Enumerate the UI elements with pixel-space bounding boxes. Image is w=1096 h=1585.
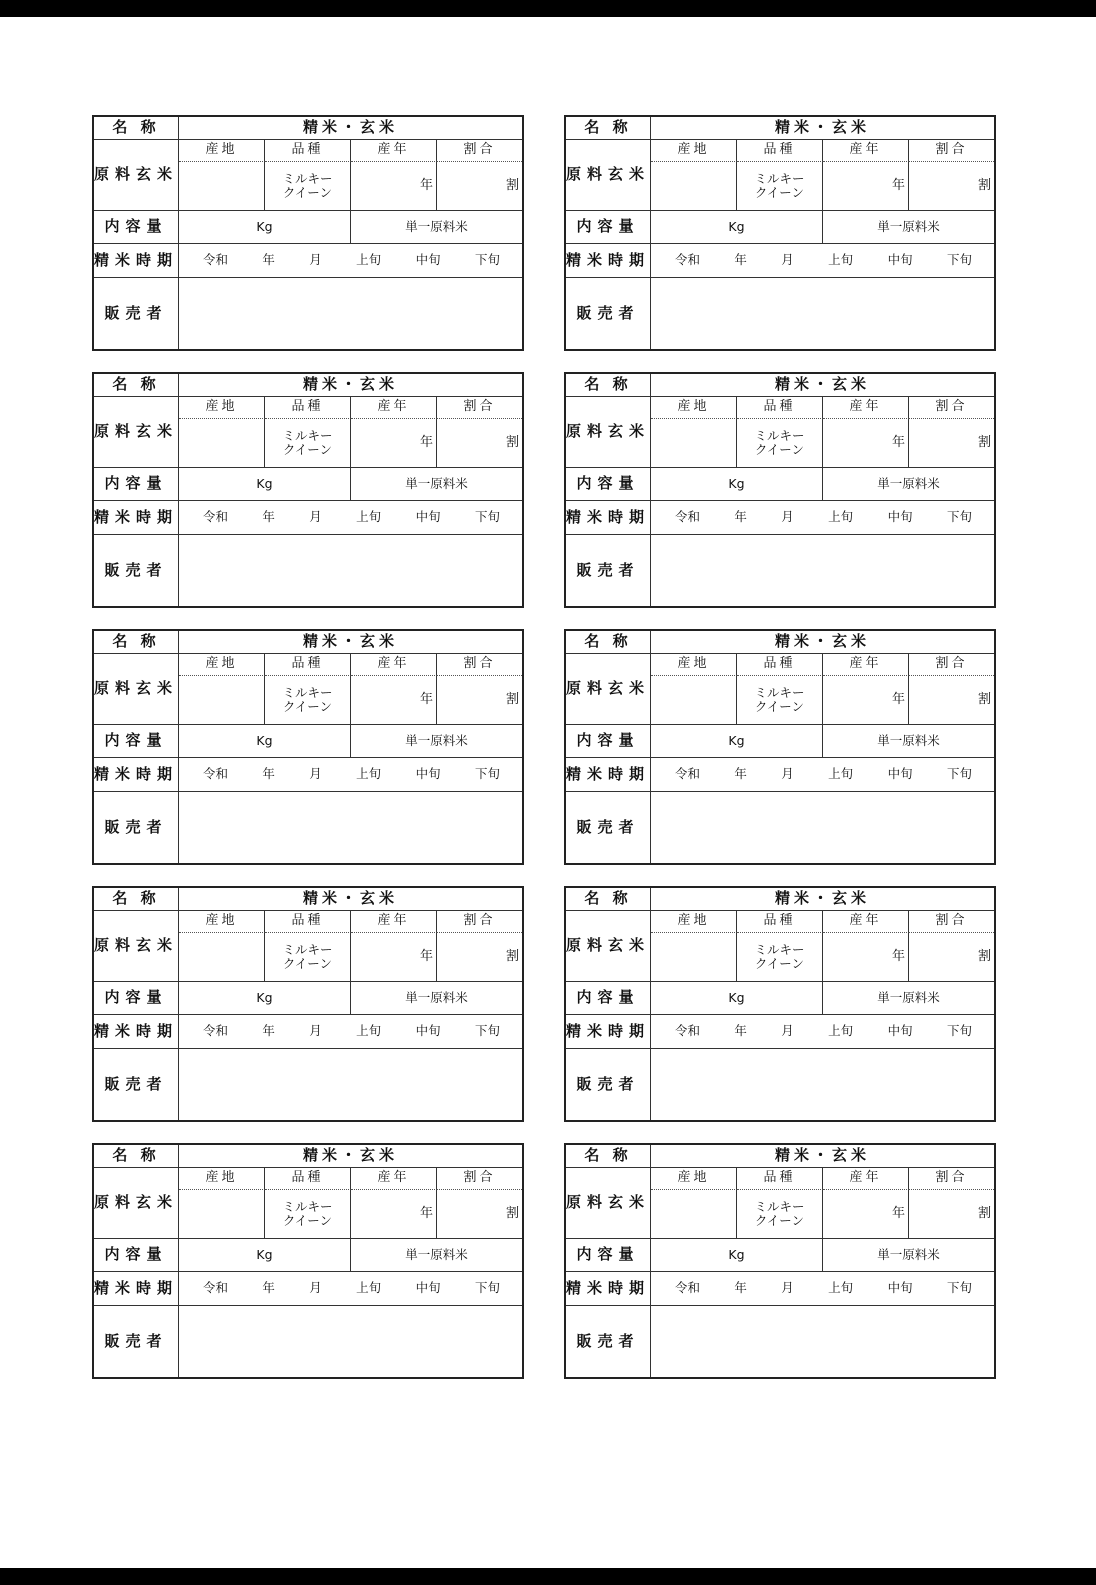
seller-header: 販売者 <box>94 1049 179 1120</box>
rice-label <box>564 372 996 608</box>
period-reiwa: 令和 <box>203 252 229 268</box>
bottom-black-bar <box>0 1568 1096 1585</box>
period-late: 下旬 <box>474 1280 500 1296</box>
year-col-header: 産年 <box>823 911 909 933</box>
variety-col-header: 品種 <box>737 140 823 162</box>
raw-rice-header: 原料玄米 <box>94 911 179 982</box>
raw-rice-header: 原料玄米 <box>94 654 179 725</box>
period-month: 月 <box>309 766 322 782</box>
variety-value <box>265 1190 351 1239</box>
seller-header: 販売者 <box>94 792 179 863</box>
ratio-value: 割 <box>909 676 994 725</box>
variety-line2: クイーン <box>754 699 805 714</box>
variety-line1: ミルキー <box>282 684 333 700</box>
ratio-col-header: 割合 <box>909 911 994 933</box>
period-mid: 中旬 <box>415 509 441 525</box>
variety-value <box>737 162 823 211</box>
period-mid: 中旬 <box>887 509 913 525</box>
rice-label <box>564 886 996 1122</box>
period-header: 精米時期 <box>566 501 651 535</box>
period-header: 精米時期 <box>94 1015 179 1049</box>
raw-rice-header: 原料玄米 <box>94 397 179 468</box>
content-kg: Kg <box>179 468 351 501</box>
period-month: 月 <box>781 509 794 525</box>
period-header: 精米時期 <box>566 1272 651 1306</box>
origin-value <box>179 1190 265 1239</box>
seller-value <box>651 535 994 606</box>
seller-value <box>179 1306 522 1377</box>
period-late: 下旬 <box>946 1280 972 1296</box>
period-year: 年 <box>734 1280 747 1296</box>
period-late: 下旬 <box>946 1023 972 1039</box>
content-header: 内容量 <box>566 982 651 1015</box>
period-reiwa: 令和 <box>675 766 701 782</box>
seller-value <box>651 1306 994 1377</box>
ratio-col-header: 割合 <box>909 397 994 419</box>
name-value: 精米・玄米 <box>651 631 994 654</box>
seller-header: 販売者 <box>566 1049 651 1120</box>
year-col-header: 産年 <box>823 654 909 676</box>
content-header: 内容量 <box>94 468 179 501</box>
single-origin: 単一原料米 <box>351 468 522 501</box>
content-kg: Kg <box>179 1239 351 1272</box>
period-header: 精米時期 <box>566 1015 651 1049</box>
period-early: 上旬 <box>828 1280 854 1296</box>
variety-col-header: 品種 <box>737 1168 823 1190</box>
seller-value <box>651 278 994 349</box>
rice-label <box>92 1143 524 1379</box>
period-early: 上旬 <box>356 1023 382 1039</box>
period-year: 年 <box>734 766 747 782</box>
raw-rice-header: 原料玄米 <box>566 654 651 725</box>
labels-sheet <box>92 115 1004 1379</box>
period-reiwa: 令和 <box>203 1280 229 1296</box>
name-header: 名 称 <box>94 888 179 911</box>
period-year: 年 <box>262 509 275 525</box>
period-month: 月 <box>309 509 322 525</box>
ratio-col-header: 割合 <box>909 140 994 162</box>
content-kg: Kg <box>651 211 823 244</box>
period-mid: 中旬 <box>415 1280 441 1296</box>
name-value: 精米・玄米 <box>651 117 994 140</box>
name-value: 精米・玄米 <box>179 1145 522 1168</box>
ratio-col-header: 割合 <box>437 140 522 162</box>
ratio-value: 割 <box>909 162 994 211</box>
single-origin: 単一原料米 <box>823 982 994 1015</box>
raw-rice-header: 原料玄米 <box>94 1168 179 1239</box>
period-early: 上旬 <box>828 766 854 782</box>
period-late: 下旬 <box>474 252 500 268</box>
variety-value <box>265 676 351 725</box>
origin-col-header: 産地 <box>179 140 265 162</box>
year-col-header: 産年 <box>823 140 909 162</box>
year-value: 年 <box>823 676 909 725</box>
period-mid: 中旬 <box>415 766 441 782</box>
year-col-header: 産年 <box>351 397 437 419</box>
origin-value <box>179 162 265 211</box>
period-mid: 中旬 <box>887 766 913 782</box>
period-row <box>179 1272 522 1306</box>
period-mid: 中旬 <box>415 252 441 268</box>
raw-rice-header: 原料玄米 <box>566 397 651 468</box>
variety-col-header: 品種 <box>265 397 351 419</box>
origin-value <box>651 419 737 468</box>
period-late: 下旬 <box>946 509 972 525</box>
seller-value <box>651 1049 994 1120</box>
single-origin: 単一原料米 <box>823 211 994 244</box>
period-early: 上旬 <box>828 509 854 525</box>
name-value: 精米・玄米 <box>179 374 522 397</box>
seller-header: 販売者 <box>94 278 179 349</box>
variety-line2: クイーン <box>282 699 333 714</box>
single-origin: 単一原料米 <box>823 468 994 501</box>
period-row <box>651 501 994 535</box>
rice-label <box>92 372 524 608</box>
content-kg: Kg <box>179 211 351 244</box>
single-origin: 単一原料米 <box>351 725 522 758</box>
variety-line1: ミルキー <box>754 170 805 186</box>
period-late: 下旬 <box>474 766 500 782</box>
content-header: 内容量 <box>566 468 651 501</box>
variety-line2: クイーン <box>754 442 805 457</box>
year-col-header: 産年 <box>823 1168 909 1190</box>
period-reiwa: 令和 <box>203 766 229 782</box>
variety-line1: ミルキー <box>754 1198 805 1214</box>
variety-value <box>737 676 823 725</box>
year-value: 年 <box>351 419 437 468</box>
content-kg: Kg <box>651 725 823 758</box>
origin-col-header: 産地 <box>179 654 265 676</box>
period-row <box>179 1015 522 1049</box>
ratio-col-header: 割合 <box>909 1168 994 1190</box>
name-value: 精米・玄米 <box>179 631 522 654</box>
year-col-header: 産年 <box>351 911 437 933</box>
content-kg: Kg <box>651 1239 823 1272</box>
period-year: 年 <box>734 1023 747 1039</box>
ratio-value: 割 <box>437 933 522 982</box>
name-header: 名 称 <box>94 117 179 140</box>
period-year: 年 <box>262 1023 275 1039</box>
ratio-value: 割 <box>437 162 522 211</box>
raw-rice-header: 原料玄米 <box>566 140 651 211</box>
origin-value <box>651 676 737 725</box>
period-month: 月 <box>309 252 322 268</box>
content-header: 内容量 <box>94 1239 179 1272</box>
ratio-col-header: 割合 <box>437 1168 522 1190</box>
period-month: 月 <box>309 1280 322 1296</box>
ratio-col-header: 割合 <box>437 654 522 676</box>
origin-col-header: 産地 <box>179 1168 265 1190</box>
variety-line2: クイーン <box>754 1213 805 1228</box>
rice-label <box>564 115 996 351</box>
period-row <box>651 244 994 278</box>
variety-value <box>737 1190 823 1239</box>
content-kg: Kg <box>651 468 823 501</box>
period-mid: 中旬 <box>415 1023 441 1039</box>
origin-col-header: 産地 <box>651 911 737 933</box>
content-kg: Kg <box>179 982 351 1015</box>
year-value: 年 <box>823 933 909 982</box>
variety-col-header: 品種 <box>737 397 823 419</box>
year-col-header: 産年 <box>823 397 909 419</box>
period-early: 上旬 <box>356 1280 382 1296</box>
period-header: 精米時期 <box>94 1272 179 1306</box>
period-header: 精米時期 <box>94 244 179 278</box>
period-header: 精米時期 <box>94 501 179 535</box>
raw-rice-header: 原料玄米 <box>566 1168 651 1239</box>
ratio-value: 割 <box>909 933 994 982</box>
content-kg: Kg <box>179 725 351 758</box>
single-origin: 単一原料米 <box>351 211 522 244</box>
year-value: 年 <box>823 162 909 211</box>
period-reiwa: 令和 <box>675 1280 701 1296</box>
seller-value <box>179 535 522 606</box>
year-col-header: 産年 <box>351 1168 437 1190</box>
content-header: 内容量 <box>566 1239 651 1272</box>
content-header: 内容量 <box>566 725 651 758</box>
period-month: 月 <box>781 1023 794 1039</box>
name-header: 名 称 <box>566 888 651 911</box>
raw-rice-header: 原料玄米 <box>566 911 651 982</box>
name-header: 名 称 <box>94 1145 179 1168</box>
period-month: 月 <box>781 766 794 782</box>
name-value: 精米・玄米 <box>179 117 522 140</box>
variety-line1: ミルキー <box>754 941 805 957</box>
variety-line1: ミルキー <box>754 684 805 700</box>
rice-label <box>564 629 996 865</box>
year-value: 年 <box>351 162 437 211</box>
period-late: 下旬 <box>474 509 500 525</box>
single-origin: 単一原料米 <box>351 1239 522 1272</box>
rice-label <box>92 886 524 1122</box>
variety-line1: ミルキー <box>282 941 333 957</box>
single-origin: 単一原料米 <box>351 982 522 1015</box>
period-header: 精米時期 <box>566 244 651 278</box>
period-late: 下旬 <box>946 766 972 782</box>
origin-value <box>179 933 265 982</box>
period-row <box>179 501 522 535</box>
variety-line2: クイーン <box>282 1213 333 1228</box>
period-row <box>651 1272 994 1306</box>
period-late: 下旬 <box>474 1023 500 1039</box>
period-row <box>179 244 522 278</box>
origin-col-header: 産地 <box>651 654 737 676</box>
period-year: 年 <box>262 1280 275 1296</box>
name-value: 精米・玄米 <box>651 1145 994 1168</box>
period-mid: 中旬 <box>887 252 913 268</box>
ratio-col-header: 割合 <box>437 911 522 933</box>
rice-label <box>92 115 524 351</box>
variety-value <box>265 419 351 468</box>
single-origin: 単一原料米 <box>823 725 994 758</box>
period-year: 年 <box>262 252 275 268</box>
period-month: 月 <box>309 1023 322 1039</box>
name-header: 名 称 <box>94 631 179 654</box>
origin-col-header: 産地 <box>651 397 737 419</box>
year-value: 年 <box>823 419 909 468</box>
year-col-header: 産年 <box>351 654 437 676</box>
variety-line1: ミルキー <box>282 170 333 186</box>
ratio-value: 割 <box>437 1190 522 1239</box>
period-year: 年 <box>262 766 275 782</box>
name-header: 名 称 <box>566 117 651 140</box>
origin-col-header: 産地 <box>179 397 265 419</box>
period-year: 年 <box>734 509 747 525</box>
seller-value <box>651 792 994 863</box>
variety-value <box>265 162 351 211</box>
rice-label <box>564 1143 996 1379</box>
origin-value <box>651 162 737 211</box>
variety-col-header: 品種 <box>265 1168 351 1190</box>
variety-line2: クイーン <box>282 442 333 457</box>
variety-line2: クイーン <box>754 185 805 200</box>
origin-value <box>651 933 737 982</box>
origin-col-header: 産地 <box>651 1168 737 1190</box>
variety-line2: クイーン <box>754 956 805 971</box>
seller-header: 販売者 <box>566 535 651 606</box>
ratio-col-header: 割合 <box>437 397 522 419</box>
content-kg: Kg <box>651 982 823 1015</box>
period-mid: 中旬 <box>887 1280 913 1296</box>
name-value: 精米・玄米 <box>179 888 522 911</box>
period-header: 精米時期 <box>94 758 179 792</box>
period-row <box>179 758 522 792</box>
origin-value <box>179 419 265 468</box>
period-early: 上旬 <box>356 766 382 782</box>
year-value: 年 <box>351 676 437 725</box>
year-col-header: 産年 <box>351 140 437 162</box>
period-reiwa: 令和 <box>675 1023 701 1039</box>
variety-value <box>737 933 823 982</box>
seller-header: 販売者 <box>94 535 179 606</box>
variety-value <box>737 419 823 468</box>
variety-col-header: 品種 <box>265 140 351 162</box>
variety-line1: ミルキー <box>282 1198 333 1214</box>
content-header: 内容量 <box>566 211 651 244</box>
seller-header: 販売者 <box>566 278 651 349</box>
period-row <box>651 1015 994 1049</box>
variety-line2: クイーン <box>282 185 333 200</box>
ratio-value: 割 <box>437 419 522 468</box>
period-late: 下旬 <box>946 252 972 268</box>
seller-header: 販売者 <box>94 1306 179 1377</box>
variety-col-header: 品種 <box>737 911 823 933</box>
period-reiwa: 令和 <box>203 1023 229 1039</box>
year-value: 年 <box>351 1190 437 1239</box>
period-reiwa: 令和 <box>675 252 701 268</box>
single-origin: 単一原料米 <box>823 1239 994 1272</box>
period-early: 上旬 <box>356 252 382 268</box>
variety-col-header: 品種 <box>737 654 823 676</box>
ratio-col-header: 割合 <box>909 654 994 676</box>
ratio-value: 割 <box>909 419 994 468</box>
period-month: 月 <box>781 252 794 268</box>
name-header: 名 称 <box>94 374 179 397</box>
variety-col-header: 品種 <box>265 654 351 676</box>
period-reiwa: 令和 <box>675 509 701 525</box>
name-value: 精米・玄米 <box>651 888 994 911</box>
name-header: 名 称 <box>566 631 651 654</box>
seller-value <box>179 278 522 349</box>
rice-label <box>92 629 524 865</box>
origin-col-header: 産地 <box>179 911 265 933</box>
year-value: 年 <box>823 1190 909 1239</box>
period-row <box>651 758 994 792</box>
period-year: 年 <box>734 252 747 268</box>
variety-line2: クイーン <box>282 956 333 971</box>
content-header: 内容量 <box>94 982 179 1015</box>
content-header: 内容量 <box>94 211 179 244</box>
variety-value <box>265 933 351 982</box>
variety-col-header: 品種 <box>265 911 351 933</box>
period-mid: 中旬 <box>887 1023 913 1039</box>
name-value: 精米・玄米 <box>651 374 994 397</box>
raw-rice-header: 原料玄米 <box>94 140 179 211</box>
period-header: 精米時期 <box>566 758 651 792</box>
content-header: 内容量 <box>94 725 179 758</box>
period-early: 上旬 <box>828 1023 854 1039</box>
seller-header: 販売者 <box>566 1306 651 1377</box>
year-value: 年 <box>351 933 437 982</box>
top-black-bar <box>0 0 1096 17</box>
variety-line1: ミルキー <box>754 427 805 443</box>
name-header: 名 称 <box>566 1145 651 1168</box>
period-early: 上旬 <box>828 252 854 268</box>
variety-line1: ミルキー <box>282 427 333 443</box>
origin-value <box>179 676 265 725</box>
ratio-value: 割 <box>437 676 522 725</box>
ratio-value: 割 <box>909 1190 994 1239</box>
seller-value <box>179 1049 522 1120</box>
period-early: 上旬 <box>356 509 382 525</box>
seller-header: 販売者 <box>566 792 651 863</box>
origin-col-header: 産地 <box>651 140 737 162</box>
name-header: 名 称 <box>566 374 651 397</box>
seller-value <box>179 792 522 863</box>
origin-value <box>651 1190 737 1239</box>
period-reiwa: 令和 <box>203 509 229 525</box>
period-month: 月 <box>781 1280 794 1296</box>
